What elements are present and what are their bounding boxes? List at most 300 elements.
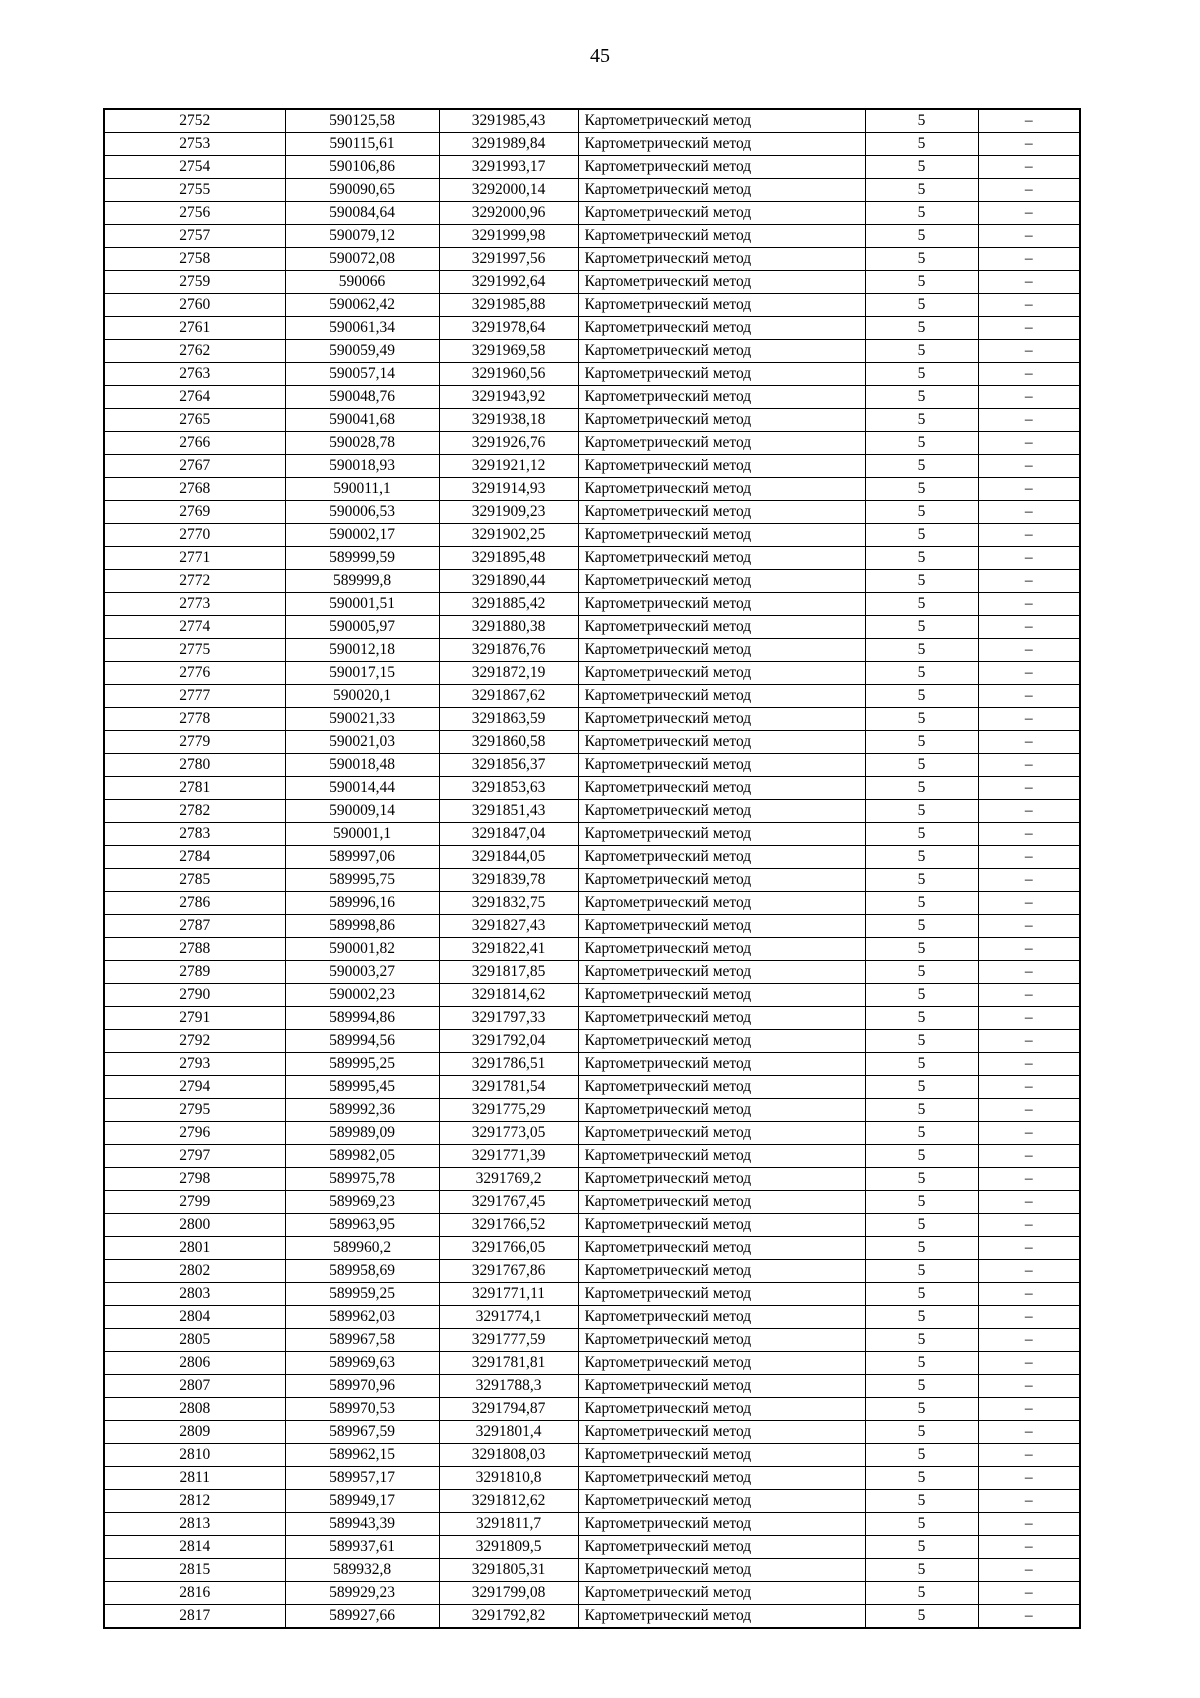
table-row	[104, 1513, 1080, 1536]
cell-y-coordinate: 3291773,05	[439, 1122, 578, 1145]
cell-accuracy: 5	[865, 386, 978, 409]
cell-y-coordinate: 3291880,38	[439, 616, 578, 639]
cell-y-coordinate: 3291801,4	[439, 1421, 578, 1444]
cell-point-number: 2765	[104, 409, 285, 432]
cell-point-number: 2759	[104, 271, 285, 294]
cell-point-number: 2789	[104, 961, 285, 984]
cell-note: –	[978, 1076, 1080, 1099]
cell-x-coordinate: 590057,14	[285, 363, 439, 386]
table-row	[104, 248, 1080, 271]
cell-method: Картометрический метод	[578, 1559, 865, 1582]
cell-note: –	[978, 1007, 1080, 1030]
cell-method: Картометрический метод	[578, 1030, 865, 1053]
cell-accuracy: 5	[865, 1375, 978, 1398]
cell-y-coordinate: 3291777,59	[439, 1329, 578, 1352]
cell-accuracy: 5	[865, 432, 978, 455]
cell-y-coordinate: 3291985,43	[439, 109, 578, 133]
cell-y-coordinate: 3291808,03	[439, 1444, 578, 1467]
cell-accuracy: 5	[865, 1467, 978, 1490]
cell-point-number: 2791	[104, 1007, 285, 1030]
cell-point-number: 2792	[104, 1030, 285, 1053]
cell-method: Картометрический метод	[578, 846, 865, 869]
cell-note: –	[978, 317, 1080, 340]
cell-method: Картометрический метод	[578, 524, 865, 547]
cell-accuracy: 5	[865, 1007, 978, 1030]
cell-x-coordinate: 589975,78	[285, 1168, 439, 1191]
cell-point-number: 2795	[104, 1099, 285, 1122]
cell-point-number: 2755	[104, 179, 285, 202]
table-row	[104, 1030, 1080, 1053]
cell-note: –	[978, 225, 1080, 248]
cell-accuracy: 5	[865, 1536, 978, 1559]
cell-point-number: 2804	[104, 1306, 285, 1329]
cell-y-coordinate: 3291890,44	[439, 570, 578, 593]
cell-method: Картометрический метод	[578, 455, 865, 478]
cell-method: Картометрический метод	[578, 1168, 865, 1191]
table-row	[104, 1168, 1080, 1191]
cell-y-coordinate: 3291895,48	[439, 547, 578, 570]
cell-note: –	[978, 1053, 1080, 1076]
cell-point-number: 2766	[104, 432, 285, 455]
cell-x-coordinate: 590072,08	[285, 248, 439, 271]
table-row	[104, 524, 1080, 547]
cell-method: Картометрический метод	[578, 1467, 865, 1490]
cell-x-coordinate: 590020,1	[285, 685, 439, 708]
cell-y-coordinate: 3291860,58	[439, 731, 578, 754]
cell-accuracy: 5	[865, 478, 978, 501]
cell-note: –	[978, 1260, 1080, 1283]
cell-note: –	[978, 1352, 1080, 1375]
cell-point-number: 2783	[104, 823, 285, 846]
cell-y-coordinate: 3291867,62	[439, 685, 578, 708]
cell-x-coordinate: 589995,45	[285, 1076, 439, 1099]
cell-method: Картометрический метод	[578, 225, 865, 248]
table-row	[104, 938, 1080, 961]
cell-y-coordinate: 3291839,78	[439, 869, 578, 892]
table-row	[104, 432, 1080, 455]
cell-method: Картометрический метод	[578, 915, 865, 938]
cell-x-coordinate: 589970,96	[285, 1375, 439, 1398]
cell-x-coordinate: 590002,23	[285, 984, 439, 1007]
table-row	[104, 1260, 1080, 1283]
cell-note: –	[978, 1283, 1080, 1306]
cell-x-coordinate: 590061,34	[285, 317, 439, 340]
cell-note: –	[978, 386, 1080, 409]
cell-y-coordinate: 3291811,7	[439, 1513, 578, 1536]
cell-accuracy: 5	[865, 1605, 978, 1629]
cell-accuracy: 5	[865, 846, 978, 869]
cell-x-coordinate: 589995,75	[285, 869, 439, 892]
table-row	[104, 271, 1080, 294]
cell-x-coordinate: 590106,86	[285, 156, 439, 179]
cell-note: –	[978, 685, 1080, 708]
table-row	[104, 777, 1080, 800]
cell-point-number: 2794	[104, 1076, 285, 1099]
cell-point-number: 2788	[104, 938, 285, 961]
cell-x-coordinate: 590079,12	[285, 225, 439, 248]
cell-accuracy: 5	[865, 1490, 978, 1513]
cell-method: Картометрический метод	[578, 777, 865, 800]
cell-x-coordinate: 589999,8	[285, 570, 439, 593]
cell-method: Картометрический метод	[578, 363, 865, 386]
cell-point-number: 2793	[104, 1053, 285, 1076]
cell-x-coordinate: 590009,14	[285, 800, 439, 823]
cell-note: –	[978, 938, 1080, 961]
cell-point-number: 2798	[104, 1168, 285, 1191]
cell-y-coordinate: 3291766,52	[439, 1214, 578, 1237]
cell-y-coordinate: 3291914,93	[439, 478, 578, 501]
cell-y-coordinate: 3291978,64	[439, 317, 578, 340]
cell-x-coordinate: 589929,23	[285, 1582, 439, 1605]
cell-method: Картометрический метод	[578, 271, 865, 294]
cell-y-coordinate: 3291847,04	[439, 823, 578, 846]
cell-accuracy: 5	[865, 754, 978, 777]
cell-method: Картометрический метод	[578, 984, 865, 1007]
cell-accuracy: 5	[865, 570, 978, 593]
cell-accuracy: 5	[865, 639, 978, 662]
cell-point-number: 2763	[104, 363, 285, 386]
cell-point-number: 2796	[104, 1122, 285, 1145]
cell-y-coordinate: 3291997,56	[439, 248, 578, 271]
cell-y-coordinate: 3291781,81	[439, 1352, 578, 1375]
table-row	[104, 823, 1080, 846]
cell-y-coordinate: 3291794,87	[439, 1398, 578, 1421]
cell-accuracy: 5	[865, 1076, 978, 1099]
table-row	[104, 892, 1080, 915]
cell-y-coordinate: 3291792,04	[439, 1030, 578, 1053]
cell-accuracy: 5	[865, 1053, 978, 1076]
cell-accuracy: 5	[865, 294, 978, 317]
cell-note: –	[978, 662, 1080, 685]
table-row	[104, 294, 1080, 317]
cell-x-coordinate: 590018,48	[285, 754, 439, 777]
cell-accuracy: 5	[865, 179, 978, 202]
table-row	[104, 225, 1080, 248]
cell-note: –	[978, 156, 1080, 179]
cell-accuracy: 5	[865, 109, 978, 133]
table-row	[104, 1237, 1080, 1260]
cell-point-number: 2809	[104, 1421, 285, 1444]
table-row	[104, 1398, 1080, 1421]
cell-accuracy: 5	[865, 202, 978, 225]
cell-accuracy: 5	[865, 777, 978, 800]
table-row	[104, 455, 1080, 478]
table-row	[104, 363, 1080, 386]
cell-x-coordinate: 589962,15	[285, 1444, 439, 1467]
cell-y-coordinate: 3291992,64	[439, 271, 578, 294]
cell-note: –	[978, 271, 1080, 294]
cell-note: –	[978, 731, 1080, 754]
cell-point-number: 2807	[104, 1375, 285, 1398]
cell-method: Картометрический метод	[578, 478, 865, 501]
cell-x-coordinate: 589982,05	[285, 1145, 439, 1168]
cell-x-coordinate: 589970,53	[285, 1398, 439, 1421]
cell-x-coordinate: 589969,23	[285, 1191, 439, 1214]
cell-accuracy: 5	[865, 501, 978, 524]
cell-x-coordinate: 589994,56	[285, 1030, 439, 1053]
cell-accuracy: 5	[865, 156, 978, 179]
cell-x-coordinate: 589992,36	[285, 1099, 439, 1122]
cell-x-coordinate: 589958,69	[285, 1260, 439, 1283]
cell-method: Картометрический метод	[578, 501, 865, 524]
cell-y-coordinate: 3291969,58	[439, 340, 578, 363]
cell-accuracy: 5	[865, 1582, 978, 1605]
cell-point-number: 2816	[104, 1582, 285, 1605]
cell-y-coordinate: 3291943,92	[439, 386, 578, 409]
cell-note: –	[978, 1168, 1080, 1191]
cell-accuracy: 5	[865, 317, 978, 340]
cell-note: –	[978, 1421, 1080, 1444]
cell-y-coordinate: 3291810,8	[439, 1467, 578, 1490]
cell-note: –	[978, 294, 1080, 317]
cell-accuracy: 5	[865, 1306, 978, 1329]
cell-x-coordinate: 589999,59	[285, 547, 439, 570]
cell-accuracy: 5	[865, 1122, 978, 1145]
cell-y-coordinate: 3291856,37	[439, 754, 578, 777]
cell-x-coordinate: 590011,1	[285, 478, 439, 501]
cell-x-coordinate: 589998,86	[285, 915, 439, 938]
cell-note: –	[978, 1191, 1080, 1214]
cell-y-coordinate: 3291792,82	[439, 1605, 578, 1629]
cell-method: Картометрический метод	[578, 1191, 865, 1214]
cell-x-coordinate: 590021,33	[285, 708, 439, 731]
cell-y-coordinate: 3291766,05	[439, 1237, 578, 1260]
cell-point-number: 2769	[104, 501, 285, 524]
cell-y-coordinate: 3291909,23	[439, 501, 578, 524]
cell-accuracy: 5	[865, 915, 978, 938]
cell-method: Картометрический метод	[578, 800, 865, 823]
cell-x-coordinate: 589949,17	[285, 1490, 439, 1513]
cell-y-coordinate: 3291812,62	[439, 1490, 578, 1513]
cell-x-coordinate: 589996,16	[285, 892, 439, 915]
cell-method: Картометрический метод	[578, 1214, 865, 1237]
cell-note: –	[978, 409, 1080, 432]
cell-method: Картометрический метод	[578, 708, 865, 731]
cell-accuracy: 5	[865, 409, 978, 432]
cell-accuracy: 5	[865, 1421, 978, 1444]
cell-x-coordinate: 590021,03	[285, 731, 439, 754]
table-row	[104, 547, 1080, 570]
cell-y-coordinate: 3291775,29	[439, 1099, 578, 1122]
cell-y-coordinate: 3291851,43	[439, 800, 578, 823]
cell-method: Картометрический метод	[578, 593, 865, 616]
cell-accuracy: 5	[865, 685, 978, 708]
table-row	[104, 754, 1080, 777]
cell-x-coordinate: 590062,42	[285, 294, 439, 317]
cell-y-coordinate: 3291774,1	[439, 1306, 578, 1329]
cell-y-coordinate: 3291960,56	[439, 363, 578, 386]
cell-point-number: 2803	[104, 1283, 285, 1306]
cell-point-number: 2805	[104, 1329, 285, 1352]
table-row	[104, 800, 1080, 823]
cell-y-coordinate: 3291799,08	[439, 1582, 578, 1605]
cell-point-number: 2770	[104, 524, 285, 547]
cell-point-number: 2817	[104, 1605, 285, 1629]
cell-x-coordinate: 589963,95	[285, 1214, 439, 1237]
cell-x-coordinate: 589994,86	[285, 1007, 439, 1030]
cell-note: –	[978, 823, 1080, 846]
cell-point-number: 2764	[104, 386, 285, 409]
cell-note: –	[978, 1513, 1080, 1536]
cell-point-number: 2752	[104, 109, 285, 133]
cell-point-number: 2774	[104, 616, 285, 639]
cell-accuracy: 5	[865, 1191, 978, 1214]
table-row	[104, 409, 1080, 432]
cell-method: Картометрический метод	[578, 1306, 865, 1329]
cell-method: Картометрический метод	[578, 109, 865, 133]
cell-x-coordinate: 589960,2	[285, 1237, 439, 1260]
cell-point-number: 2806	[104, 1352, 285, 1375]
cell-y-coordinate: 3292000,96	[439, 202, 578, 225]
cell-note: –	[978, 1214, 1080, 1237]
cell-y-coordinate: 3291985,88	[439, 294, 578, 317]
cell-y-coordinate: 3291805,31	[439, 1559, 578, 1582]
table-row	[104, 478, 1080, 501]
cell-point-number: 2801	[104, 1237, 285, 1260]
cell-accuracy: 5	[865, 1214, 978, 1237]
cell-method: Картометрический метод	[578, 386, 865, 409]
cell-note: –	[978, 432, 1080, 455]
cell-note: –	[978, 202, 1080, 225]
table-row	[104, 915, 1080, 938]
cell-method: Картометрический метод	[578, 1490, 865, 1513]
cell-method: Картометрический метод	[578, 1122, 865, 1145]
cell-method: Картометрический метод	[578, 202, 865, 225]
cell-note: –	[978, 708, 1080, 731]
table-row	[104, 1329, 1080, 1352]
cell-x-coordinate: 590017,15	[285, 662, 439, 685]
table-row	[104, 1352, 1080, 1375]
cell-accuracy: 5	[865, 271, 978, 294]
cell-method: Картометрический метод	[578, 1099, 865, 1122]
cell-x-coordinate: 590084,64	[285, 202, 439, 225]
cell-method: Картометрический метод	[578, 1352, 865, 1375]
table-row	[104, 570, 1080, 593]
cell-method: Картометрический метод	[578, 961, 865, 984]
cell-method: Картометрический метод	[578, 156, 865, 179]
cell-x-coordinate: 589937,61	[285, 1536, 439, 1559]
cell-y-coordinate: 3291872,19	[439, 662, 578, 685]
cell-note: –	[978, 363, 1080, 386]
cell-y-coordinate: 3291771,11	[439, 1283, 578, 1306]
cell-note: –	[978, 524, 1080, 547]
cell-method: Картометрический метод	[578, 133, 865, 156]
cell-accuracy: 5	[865, 593, 978, 616]
table-row	[104, 317, 1080, 340]
cell-accuracy: 5	[865, 800, 978, 823]
cell-y-coordinate: 3291885,42	[439, 593, 578, 616]
cell-method: Картометрический метод	[578, 1605, 865, 1629]
cell-method: Картометрический метод	[578, 432, 865, 455]
cell-note: –	[978, 915, 1080, 938]
table-row	[104, 1306, 1080, 1329]
table-row	[104, 1214, 1080, 1237]
cell-note: –	[978, 1375, 1080, 1398]
cell-point-number: 2784	[104, 846, 285, 869]
cell-y-coordinate: 3291767,45	[439, 1191, 578, 1214]
cell-x-coordinate: 590115,61	[285, 133, 439, 156]
table-row	[104, 1007, 1080, 1030]
cell-accuracy: 5	[865, 1237, 978, 1260]
cell-point-number: 2762	[104, 340, 285, 363]
table-row	[104, 616, 1080, 639]
cell-method: Картометрический метод	[578, 1582, 865, 1605]
cell-note: –	[978, 1237, 1080, 1260]
cell-y-coordinate: 3291814,62	[439, 984, 578, 1007]
cell-point-number: 2815	[104, 1559, 285, 1582]
page-number: 45	[590, 45, 610, 67]
cell-x-coordinate: 589957,17	[285, 1467, 439, 1490]
cell-point-number: 2780	[104, 754, 285, 777]
cell-y-coordinate: 3291853,63	[439, 777, 578, 800]
table-row	[104, 1444, 1080, 1467]
cell-accuracy: 5	[865, 961, 978, 984]
cell-y-coordinate: 3291921,12	[439, 455, 578, 478]
cell-x-coordinate: 590014,44	[285, 777, 439, 800]
cell-point-number: 2781	[104, 777, 285, 800]
cell-y-coordinate: 3291863,59	[439, 708, 578, 731]
cell-x-coordinate: 590059,49	[285, 340, 439, 363]
cell-y-coordinate: 3291832,75	[439, 892, 578, 915]
cell-method: Картометрический метод	[578, 1444, 865, 1467]
cell-point-number: 2812	[104, 1490, 285, 1513]
cell-point-number: 2790	[104, 984, 285, 1007]
cell-point-number: 2775	[104, 639, 285, 662]
cell-point-number: 2799	[104, 1191, 285, 1214]
cell-x-coordinate: 589932,8	[285, 1559, 439, 1582]
cell-point-number: 2797	[104, 1145, 285, 1168]
cell-note: –	[978, 961, 1080, 984]
cell-method: Картометрический метод	[578, 340, 865, 363]
cell-method: Картометрический метод	[578, 1536, 865, 1559]
cell-note: –	[978, 1605, 1080, 1629]
cell-method: Картометрический метод	[578, 938, 865, 961]
cell-note: –	[978, 984, 1080, 1007]
cell-accuracy: 5	[865, 1099, 978, 1122]
cell-accuracy: 5	[865, 1352, 978, 1375]
cell-x-coordinate: 590125,58	[285, 109, 439, 133]
cell-accuracy: 5	[865, 1168, 978, 1191]
cell-method: Картометрический метод	[578, 823, 865, 846]
cell-x-coordinate: 589997,06	[285, 846, 439, 869]
cell-point-number: 2811	[104, 1467, 285, 1490]
cell-x-coordinate: 590048,76	[285, 386, 439, 409]
cell-x-coordinate: 589995,25	[285, 1053, 439, 1076]
cell-point-number: 2813	[104, 1513, 285, 1536]
cell-y-coordinate: 3291786,51	[439, 1053, 578, 1076]
table-row	[104, 1053, 1080, 1076]
cell-y-coordinate: 3291822,41	[439, 938, 578, 961]
table-row	[104, 984, 1080, 1007]
table-row	[104, 869, 1080, 892]
cell-point-number: 2779	[104, 731, 285, 754]
table-row	[104, 179, 1080, 202]
cell-y-coordinate: 3291809,5	[439, 1536, 578, 1559]
cell-point-number: 2785	[104, 869, 285, 892]
cell-method: Картометрический метод	[578, 1260, 865, 1283]
cell-point-number: 2767	[104, 455, 285, 478]
cell-note: –	[978, 846, 1080, 869]
cell-y-coordinate: 3291902,25	[439, 524, 578, 547]
cell-accuracy: 5	[865, 938, 978, 961]
cell-point-number: 2777	[104, 685, 285, 708]
cell-point-number: 2802	[104, 1260, 285, 1283]
cell-point-number: 2757	[104, 225, 285, 248]
cell-method: Картометрический метод	[578, 1007, 865, 1030]
cell-point-number: 2786	[104, 892, 285, 915]
cell-accuracy: 5	[865, 1513, 978, 1536]
table-row	[104, 1605, 1080, 1629]
